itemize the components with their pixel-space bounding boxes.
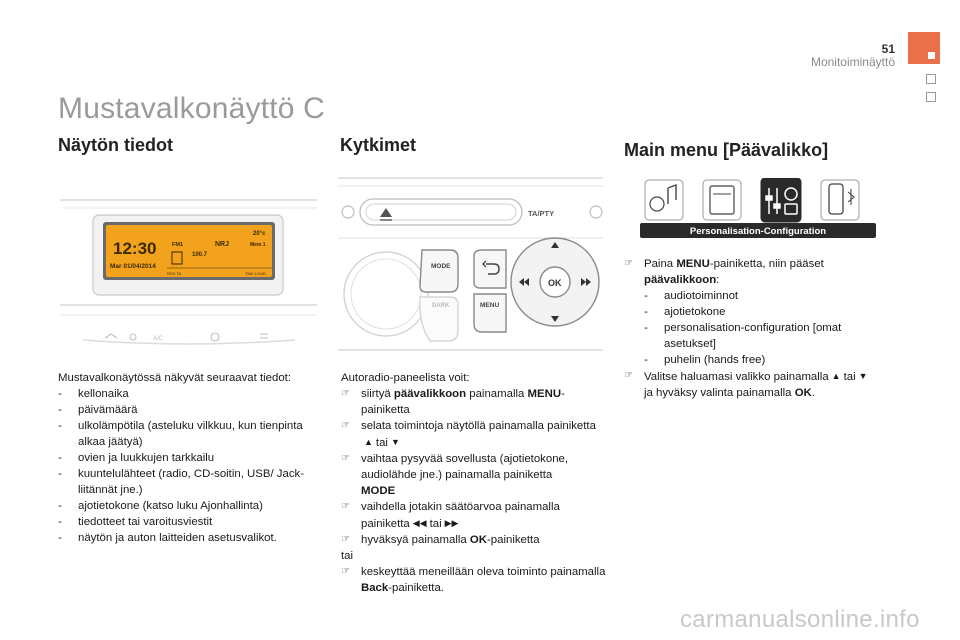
ok-button[interactable]: OK bbox=[548, 278, 562, 288]
heading-controls: Kytkimet bbox=[340, 135, 417, 155]
forward-icon: ▶▶ bbox=[444, 518, 459, 528]
list-item: ☞ vaihdella jotakin säätöarvoa painamalla painiketta ◀◀ tai ▶▶ bbox=[341, 501, 560, 530]
list-item: ☞ selata toimintoja näytöllä painamalla painiketta▲ tai ▼ bbox=[341, 420, 596, 449]
rewind-icon: ◀◀ bbox=[412, 518, 427, 528]
heading-main-menu: Main menu [Päävalikko] bbox=[624, 140, 829, 160]
nav-box-icon bbox=[926, 74, 936, 84]
controls-intro: Autoradio-paneelista voit: bbox=[341, 372, 470, 384]
controls-list bbox=[341, 370, 606, 596]
list-item: ☞ hyväksyä painamalla OK-painiketta bbox=[341, 534, 540, 546]
screen-info-list bbox=[58, 370, 323, 546]
menu-bar-label: Personalisation-Configuration bbox=[689, 226, 827, 237]
list-item: - tiedotteet tai varoitusviestit bbox=[58, 516, 213, 528]
screen-info-intro: Mustavalkonäytössä näkyvät seuraavat tiedot: bbox=[58, 372, 292, 384]
list-item: ☞ Valitse haluamasi valikko painamalla ▲ tai ▼ja hyväksy valinta painamalla OK. bbox=[624, 370, 868, 399]
list-item: - näytön ja auton laitteiden asetusvalikot. bbox=[58, 532, 277, 544]
tab-square-icon bbox=[928, 52, 935, 59]
list-item: ☞ keskeyttää meneillään oleva toiminto painamalla Back-painiketta. bbox=[341, 566, 606, 594]
watermark: carmanualsonline.info bbox=[680, 606, 920, 633]
list-item: ☞ siirtyä päävalikkoon painamalla MENU-painiketta bbox=[341, 388, 565, 416]
heading-screen-info: Näytön tiedot bbox=[58, 135, 173, 155]
list-item: - puhelin (hands free) bbox=[644, 354, 766, 366]
down-arrow-icon: ▼ bbox=[390, 437, 400, 447]
svg-text:A/C: A/C bbox=[153, 336, 164, 342]
display-station: NRJ bbox=[215, 241, 230, 248]
main-menu-instructions bbox=[624, 256, 874, 401]
list-item: ☞ vaihtaa pysyvää sovellusta (ajotietokone, audiolähde jne.) painamalla painiketta MODE bbox=[341, 453, 569, 497]
display-illustration bbox=[55, 190, 320, 352]
mode-button[interactable]: MODE bbox=[431, 263, 451, 270]
down-arrow-icon: ▼ bbox=[858, 371, 868, 381]
nav-box-icon bbox=[926, 92, 936, 102]
list-item: - personalisation-configuration [omat asetukset] bbox=[644, 322, 842, 350]
list-item: - kellonaika bbox=[58, 388, 129, 400]
or-text: tai bbox=[341, 550, 354, 562]
page-title: Mustavalkonäyttö C bbox=[58, 92, 326, 125]
display-time: 12:30 bbox=[113, 239, 157, 258]
list-item: - ajotietokone (katso luku Ajonhallinta) bbox=[58, 500, 263, 512]
list-item: - kuuntelulähteet (radio, CD-soitin, USB/ Jack-liitännät jne.) bbox=[58, 468, 305, 496]
display-fm: FM1 bbox=[172, 242, 183, 248]
section-tab bbox=[908, 32, 940, 64]
list-item: - ulkolämpötila (asteluku vilkkuu, kun tienpinta alkaa jäätyä) bbox=[58, 420, 303, 448]
display-date: Mar 01/04/2014 bbox=[110, 263, 156, 270]
list-item: ☞ Paina MENU-painiketta, niin pääset päävalikkoon: - audiotoiminnot - ajotietokone - personalisation-configuration [omat asetukset] - puhelin (hands free) bbox=[624, 256, 874, 368]
up-arrow-icon: ▲ bbox=[831, 371, 841, 381]
display-mem: Mem 1 bbox=[250, 242, 266, 248]
ta-pty-label: TA/PTY bbox=[528, 209, 555, 218]
list-item: - ajotietokone bbox=[644, 306, 726, 318]
up-arrow-icon: ▲ bbox=[364, 437, 373, 447]
display-rds: RDS TA bbox=[167, 271, 182, 276]
list-item: - audiotoiminnot bbox=[644, 290, 739, 302]
display-tmc: TMC LOUD bbox=[245, 271, 266, 276]
display-frequency: 100.7 bbox=[192, 252, 208, 258]
list-item: - ovien ja luukkujen tarkkailu bbox=[58, 452, 215, 464]
menu-button[interactable]: MENU bbox=[480, 302, 500, 309]
section-label: Monitoiminäyttö bbox=[810, 55, 895, 69]
page-number: 51 bbox=[881, 42, 895, 56]
dark-button[interactable]: DARK bbox=[432, 303, 450, 309]
main-menu-illustration bbox=[640, 178, 880, 240]
display-temperature: 20°c bbox=[253, 231, 266, 237]
control-panel-illustration bbox=[338, 172, 603, 357]
list-item: - päivämäärä bbox=[58, 404, 138, 416]
